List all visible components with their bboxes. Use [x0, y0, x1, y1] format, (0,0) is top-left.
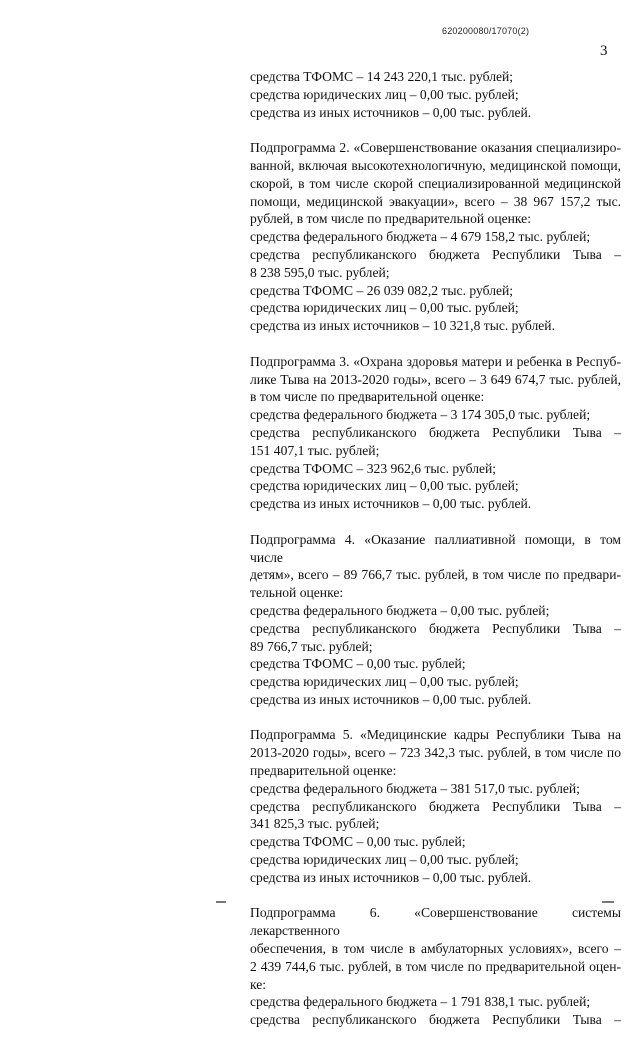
text-line: в том числе по предварительной оценке: [250, 389, 485, 405]
text-line: 2 439 744,6 тыс. рублей, в том числе по предварительной оцен- [250, 958, 621, 974]
text-line: средства из иных источников – 0,00 тыс. рублей. [250, 691, 532, 707]
page-number: 3 [600, 43, 608, 59]
text-line: средства республиканского бюджета Республики Тыва – [250, 246, 621, 262]
text-line: средства юридических лиц – 0,00 тыс. рублей; [250, 674, 519, 690]
text-line: лике Тыва на 2013-2020 годы», всего – 3 649 674,7 тыс. рублей, [250, 371, 621, 387]
text-line: предварительной оценке: [250, 763, 397, 779]
scan-mark [216, 901, 226, 903]
paragraph [250, 904, 621, 1029]
text-line: средства из иных источников – 0,00 тыс. рублей. [250, 869, 532, 885]
paragraph [250, 139, 621, 335]
scan-edge-marks [0, 897, 640, 903]
text-line: рублей, в том числе по предварительной оценке: [250, 211, 531, 227]
text-line: средства ТФОМС – 0,00 тыс. рублей; [250, 834, 466, 850]
text-line: средства юридических лиц – 0,00 тыс. рублей; [250, 852, 519, 868]
text-line: средства ТФОМС – 323 962,6 тыс. рублей; [250, 460, 497, 476]
text-line: помощи, медицинской эвакуации», всего – 38 967 157,2 тыс. [250, 193, 621, 209]
text-line: Подпрограмма 6. «Совершенствование системы лекарственного [250, 905, 621, 939]
text-line: средства федерального бюджета – 3 174 305,0 тыс. рублей; [250, 407, 591, 423]
text-line: обеспечения, в том числе в амбулаторных условиях», всего – [250, 941, 621, 957]
text-line: детям», всего – 89 766,7 тыс. рублей, в том числе по предвари- [250, 567, 621, 583]
text-line: средства юридических лиц – 0,00 тыс. рублей; [250, 300, 519, 316]
text-line: средства из иных источников – 10 321,8 тыс. рублей. [250, 318, 555, 334]
text-line: средства федерального бюджета – 1 791 838,1 тыс. рублей; [250, 994, 591, 1010]
paragraph [250, 68, 621, 121]
text-line: средства юридических лиц – 0,00 тыс. рублей; [250, 478, 519, 494]
text-line: Подпрограмма 3. «Охрана здоровья матери и ребенка в Респуб- [250, 353, 621, 369]
text-line: ванной, включая высокотехнологичную, медицинской помощи, [250, 157, 621, 173]
text-line: средства федерального бюджета – 0,00 тыс. рублей; [250, 602, 550, 618]
text-line: Подпрограмма 5. «Медицинские кадры Республики Тыва на [250, 727, 621, 743]
text-line: средства из иных источников – 0,00 тыс. рублей. [250, 496, 532, 512]
text-line: тельной оценке: [250, 585, 344, 601]
text-line: ке: [250, 976, 267, 992]
text-line: средства республиканского бюджета Республики Тыва – [250, 620, 621, 636]
text-line: средства республиканского бюджета Республики Тыва – [250, 798, 621, 814]
text-line: 2013-2020 годы», всего – 723 342,3 тыс. рублей, в том числе по [250, 745, 621, 761]
text-line: 151 407,1 тыс. рублей; [250, 442, 380, 458]
paragraph [250, 726, 621, 886]
text-line: скорой, в том числе скорой специализированной медицинской [250, 175, 621, 191]
text-line: средства из иных источников – 0,00 тыс. рублей. [250, 104, 532, 120]
text-line: Подпрограмма 4. «Оказание паллиативной помощи, в том числе [250, 531, 621, 565]
text-line: средства юридических лиц – 0,00 тыс. рублей; [250, 86, 519, 102]
text-line: 8 238 595,0 тыс. рублей; [250, 264, 390, 280]
scan-mark [602, 901, 614, 903]
text-line: средства республиканского бюджета Республики Тыва – [250, 424, 621, 440]
document-id: 620200080/17070(2) [442, 26, 530, 36]
text-line: средства республиканского бюджета Республики Тыва – [250, 1012, 621, 1028]
text-line: средства федерального бюджета – 381 517,0 тыс. рублей; [250, 780, 580, 796]
text-line: средства ТФОМС – 26 039 082,2 тыс. рублей; [250, 282, 514, 298]
paragraph [250, 353, 621, 513]
paragraph [250, 531, 621, 709]
text-line: Подпрограмма 2. «Совершенствование оказания специализиро- [250, 140, 621, 156]
text-line: средства ТФОМС – 0,00 тыс. рублей; [250, 656, 466, 672]
text-line: 89 766,7 тыс. рублей; [250, 638, 373, 654]
text-line: 341 825,3 тыс. рублей; [250, 816, 380, 832]
text-line: средства федерального бюджета – 4 679 158,2 тыс. рублей; [250, 229, 591, 245]
text-line: средства ТФОМС – 14 243 220,1 тыс. рублей; [250, 69, 514, 84]
